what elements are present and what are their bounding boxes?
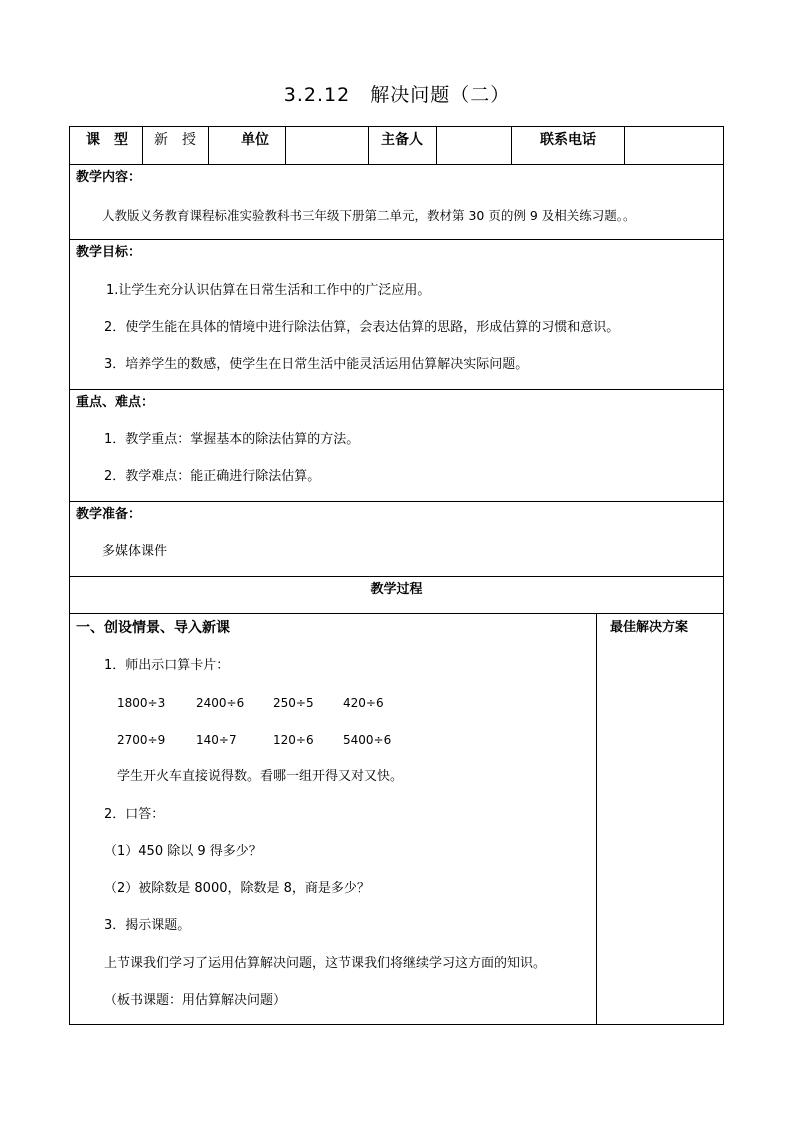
preparer-label: 主备人 bbox=[381, 132, 423, 148]
content-text: 人教版义务教育课程标准实验教科书三年级下册第二单元，教材第 30 页的例 9 及相关练习题。。 bbox=[102, 208, 636, 223]
content-heading: 教学内容： bbox=[76, 170, 142, 185]
step2-text: 2．口答： bbox=[104, 807, 165, 822]
question-1: （1）450 除以 9 得多少？ bbox=[104, 844, 262, 859]
keypoint-item: 1．教学重点：掌握基本的除法估算的方法。 bbox=[104, 432, 360, 447]
objective-item: 3．培养学生的数感，使学生在日常生活中能灵活运用估算解决实际问题。 bbox=[104, 357, 529, 372]
objectives-heading: 教学目标： bbox=[76, 245, 142, 260]
oral-card: 420÷6 bbox=[343, 696, 384, 710]
column-divider bbox=[436, 126, 437, 164]
oral-card: 250÷5 bbox=[273, 696, 314, 710]
preparation-heading: 教学准备： bbox=[76, 507, 142, 522]
oral-card: 1800÷3 bbox=[117, 696, 166, 710]
phone-label: 联系电话 bbox=[540, 132, 596, 148]
column-divider bbox=[596, 613, 597, 1025]
oral-card: 140÷7 bbox=[196, 733, 237, 747]
oral-card: 2700÷9 bbox=[117, 733, 166, 747]
column-divider bbox=[368, 126, 369, 164]
keypoint-item: 2．教学难点：能正确进行除法估算。 bbox=[104, 469, 321, 484]
preparation-text: 多媒体课件 bbox=[102, 544, 168, 559]
column-divider bbox=[624, 126, 625, 164]
oral-card: 2400÷6 bbox=[196, 696, 245, 710]
unit-label: 单位 bbox=[241, 132, 269, 148]
row-divider bbox=[69, 164, 724, 165]
intro-text: 上节课我们学习了运用估算解决问题，这节课我们将继续学习这方面的知识。 bbox=[104, 956, 547, 971]
column-divider bbox=[208, 126, 209, 164]
objective-item: 2．使学生能在具体的情境中进行除法估算，会表达估算的思路，形成估算的习惯和意识。 bbox=[104, 320, 620, 335]
row-divider bbox=[69, 613, 724, 614]
step3-text: 3．揭示课题。 bbox=[104, 918, 191, 933]
type-value: 新 授 bbox=[154, 132, 196, 148]
section1-title: 一、创设情景、导入新课 bbox=[76, 620, 230, 636]
keypoints-heading: 重点、难点： bbox=[76, 395, 155, 410]
step1-text: 1．师出示口算卡片： bbox=[104, 658, 230, 673]
row-divider bbox=[69, 389, 724, 390]
page-title: 3.2.12 解决问题（二） bbox=[283, 84, 511, 106]
question-2: （2）被除数是 8000，除数是 8，商是多少？ bbox=[104, 881, 370, 896]
column-divider bbox=[285, 126, 286, 164]
column-divider bbox=[511, 126, 512, 164]
oral-card: 120÷6 bbox=[273, 733, 314, 747]
train-text: 学生开火车直接说得数。看哪一组开得又对又快。 bbox=[117, 769, 404, 784]
row-divider bbox=[69, 576, 724, 577]
side-heading: 最佳解决方案 bbox=[610, 620, 689, 635]
objective-item: 1.让学生充分认识估算在日常生活和工作中的广泛应用。 bbox=[106, 283, 431, 298]
column-divider bbox=[142, 126, 143, 164]
row-divider bbox=[69, 239, 724, 240]
process-heading: 教学过程 bbox=[370, 582, 423, 597]
oral-card: 5400÷6 bbox=[343, 733, 392, 747]
board-text: （板书课题：用估算解决问题） bbox=[104, 993, 287, 1008]
row-divider bbox=[69, 501, 724, 502]
type-label: 课 型 bbox=[86, 132, 128, 148]
